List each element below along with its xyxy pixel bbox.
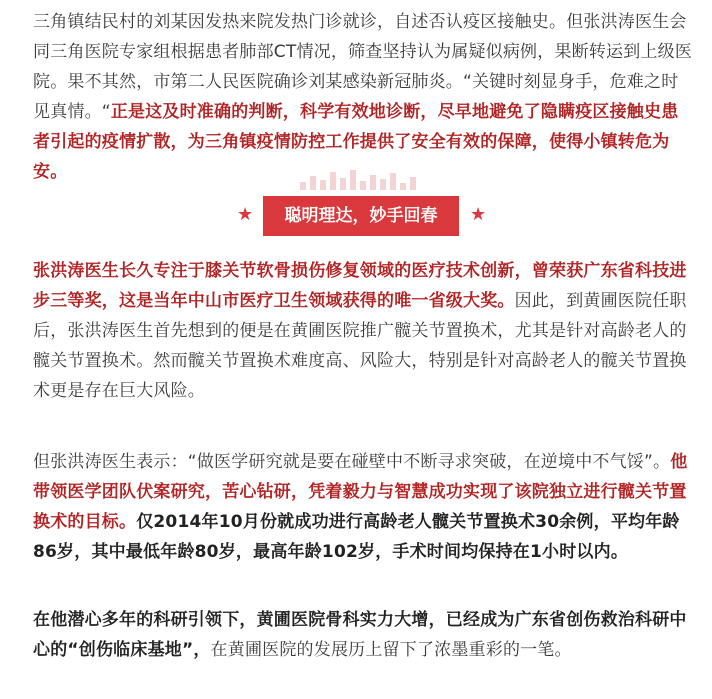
section-title: 聪明理达，妙手回春 xyxy=(263,196,459,236)
section-header xyxy=(0,196,712,236)
paragraph-text: 三角镇结民村的刘某因发热来院发热门诊就诊，自述否认疫区接触史。但张洪涛医生会同三角医院专家组根据患者肺部CT情况，筛查坚持认为属疑似病例，果断转运到上级医院。果不其然，市第二人民医院确诊刘某感染新冠肺炎。“关键时刻显身手，危难之时见真情。“ xyxy=(33,12,693,122)
paragraph-text: 但张洪涛医生表示：“做医学研究就是要在碰壁中不断寻求突破，在逆境中不气馁”。 xyxy=(33,452,671,472)
bold-text: 仅2014年10月份就成功进行高龄老人髋关节置换术30余例，平均年龄86岁，其中最低年龄80岁，最高年龄102岁，手术时间均保持在1小时以内。 xyxy=(33,512,680,562)
article-paragraph-4 xyxy=(33,605,693,665)
highlighted-text: 他带领医学团队伏案研究，苦心钻研，凭着毅力与智慧成功实现了该院独立进行髋关节置换术的目标。 xyxy=(33,452,688,532)
article-paragraph-3 xyxy=(33,447,693,567)
article-paragraph-1 xyxy=(33,7,693,187)
star-icon: ★ xyxy=(470,204,487,225)
star-icon: ★ xyxy=(237,204,254,225)
article-paragraph-2 xyxy=(33,256,693,406)
decorative-bars xyxy=(300,170,420,196)
bold-text: 在他潜心多年的科研引领下，黄圃医院骨科实力大增，已经成为广东省创伤救治科研中心的“创伤临床基地”， xyxy=(33,610,687,660)
paragraph-text: 在黄圃医院的发展历上留下了浓墨重彩的一笔。 xyxy=(210,640,572,660)
paragraph-text: 因此，到黄圃医院任职后，张洪涛医生首先想到的便是在黄圃医院推广髋关节置换术，尤其是针对高龄老人的髋关节置换术。然而髋关节置换术难度高、风险大，特别是针对高龄老人的髋关节置换术更是存在巨大风险。 xyxy=(33,291,687,401)
highlighted-text: 正是这及时准确的判断，科学有效地诊断，尽早地避免了隐瞒疫区接触史患者引起的疫情扩散，为三角镇疫情防控工作提供了安全有效的保障，使得小镇转危为安。 xyxy=(33,102,679,182)
highlighted-text: 张洪涛医生长久专注于膝关节软骨损伤修复领域的医疗技术创新，曾荣获广东省科技进步三等奖，这是当年中山市医疗卫生领域获得的唯一省级大奖。 xyxy=(33,261,687,311)
